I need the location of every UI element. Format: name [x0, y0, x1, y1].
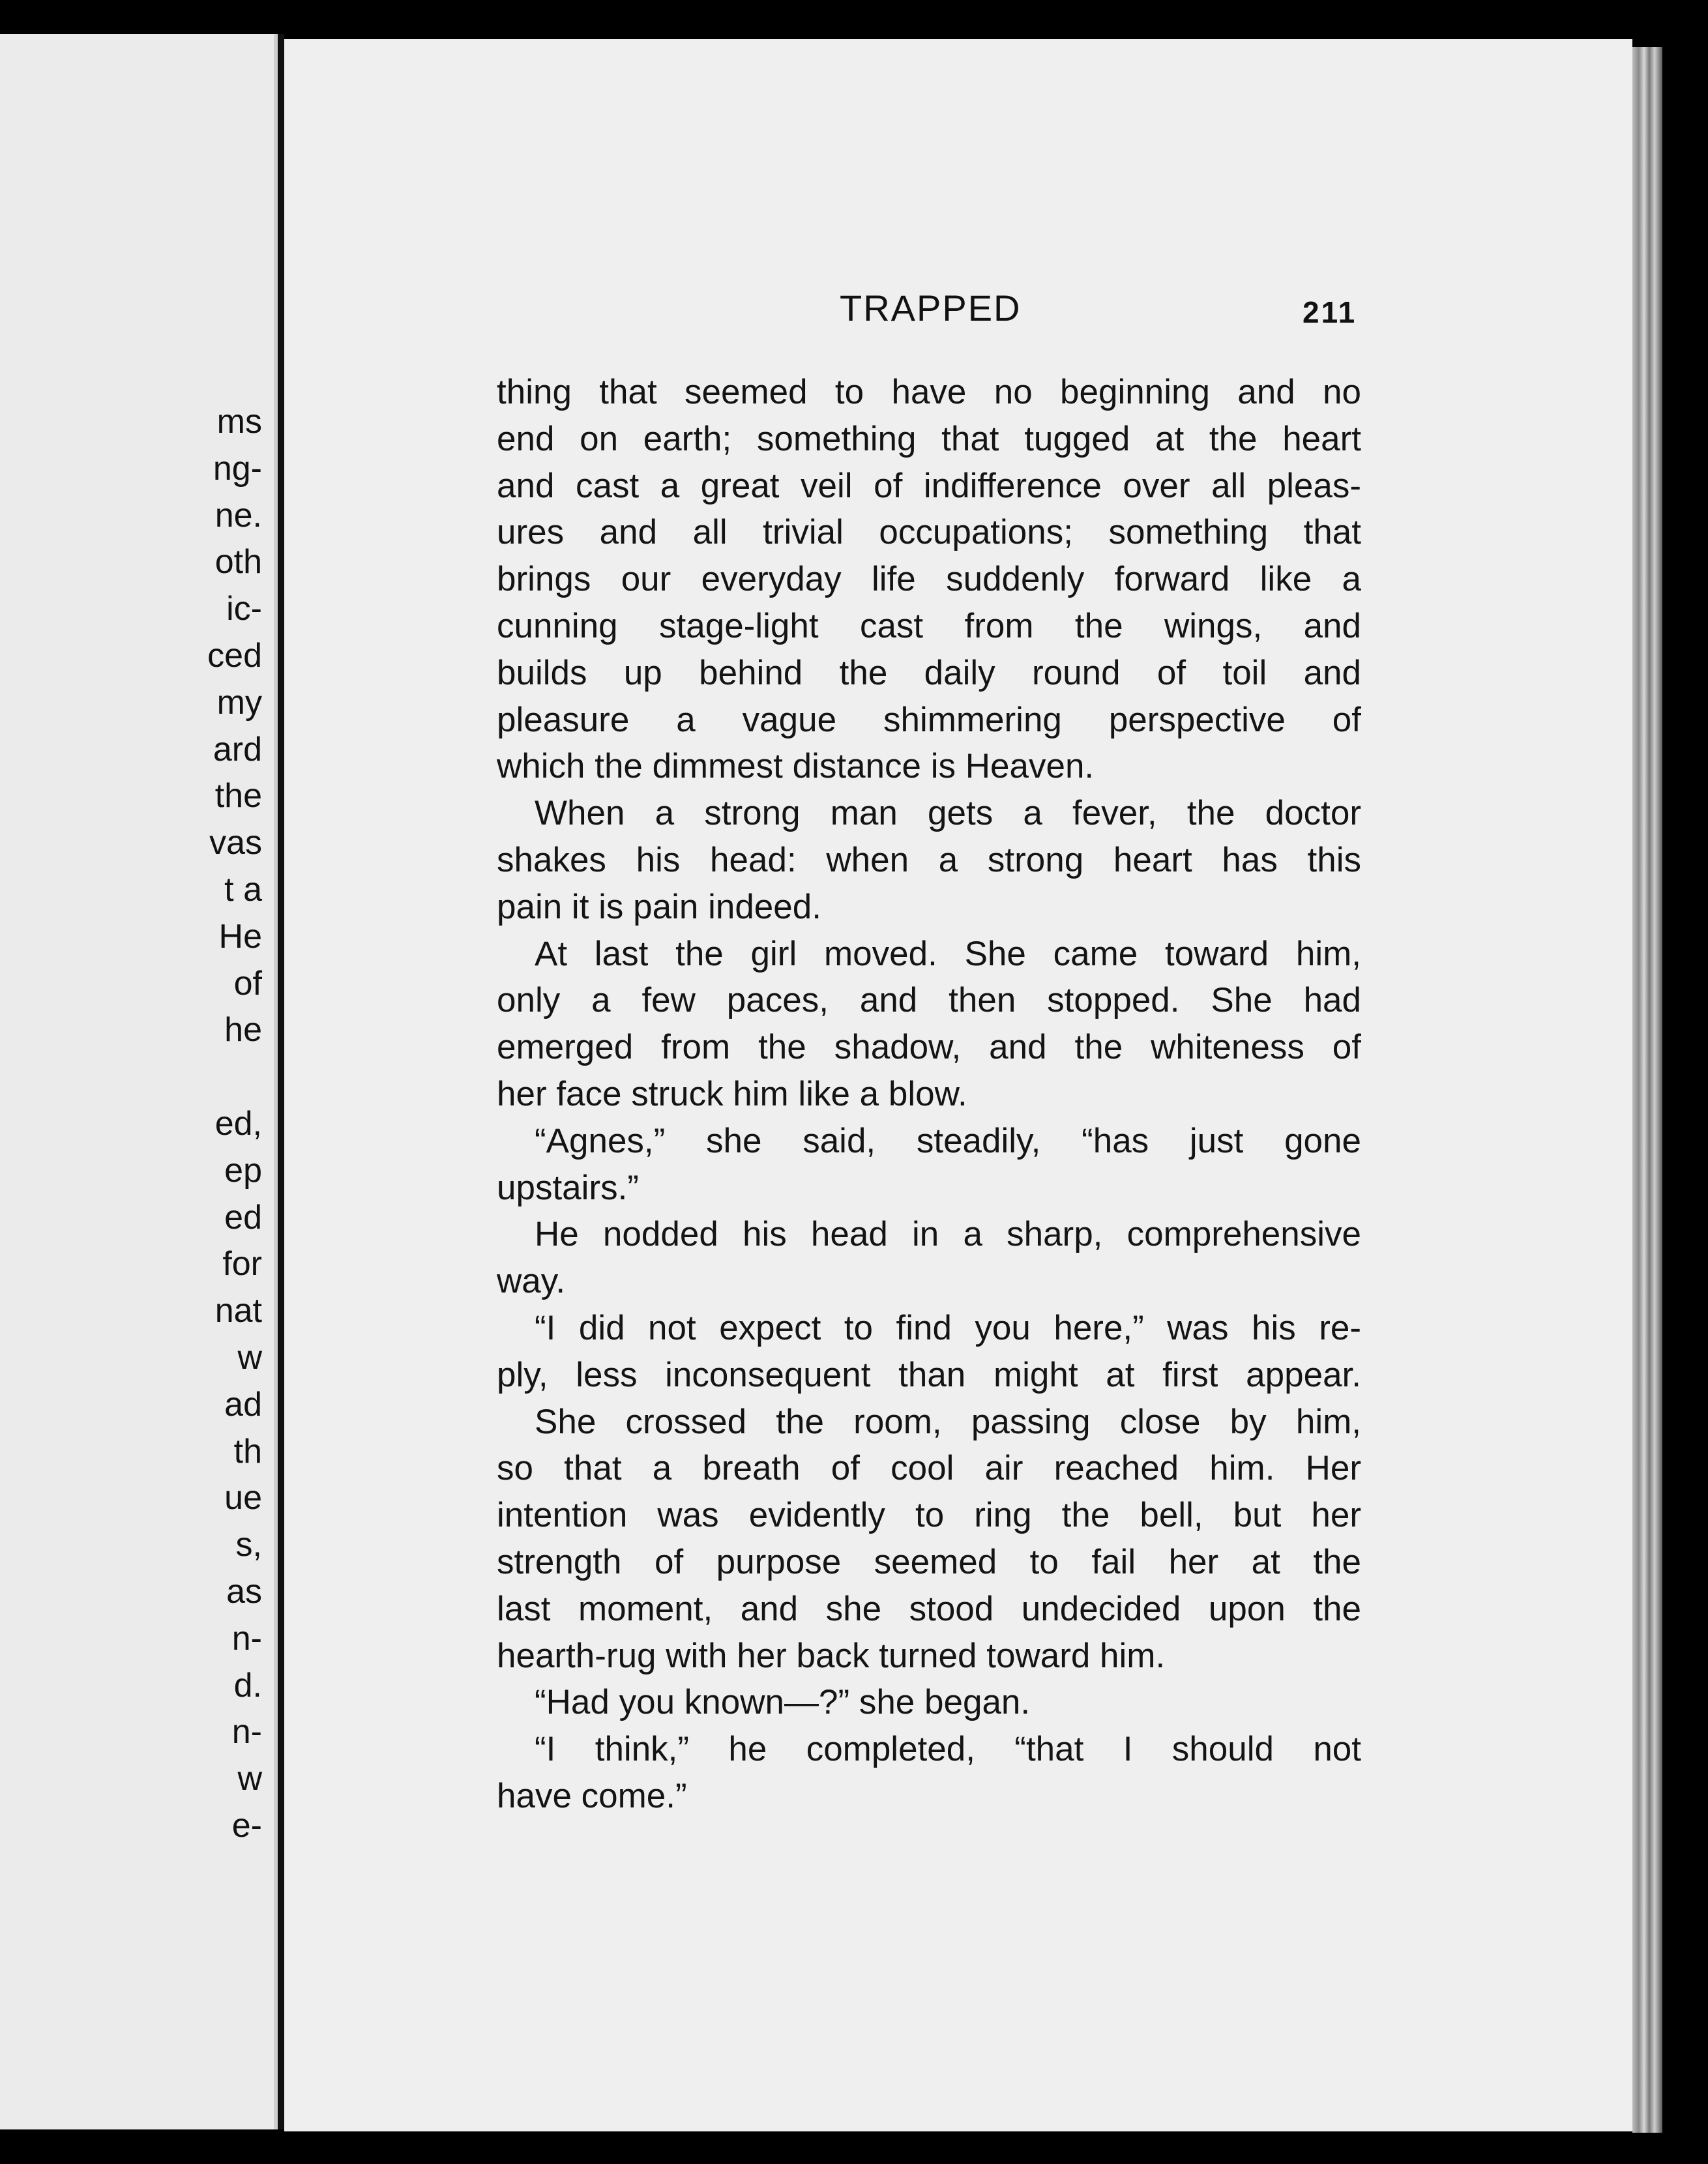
left-line: He [218, 917, 262, 956]
left-line: ad [224, 1385, 262, 1424]
left-line: ard [213, 730, 262, 768]
text-line: At last the girl moved. She came toward him, [535, 934, 1361, 973]
left-line: th [233, 1432, 262, 1470]
text-line: ply, less inconsequent than might at first appear. [497, 1355, 1361, 1394]
left-line: ne. [214, 496, 262, 534]
left-line: t a [224, 870, 262, 909]
text-line: “I think,” he completed, “that I should not [535, 1730, 1361, 1769]
left-line: he [224, 1011, 262, 1049]
left-page-text [132, 399, 262, 1850]
text-line: only a few paces, and then stopped. She had [497, 981, 1361, 1020]
text-line: He nodded his head in a sharp, comprehensive [535, 1215, 1361, 1254]
left-line: n- [231, 1713, 262, 1751]
text-line: have come.” [497, 1776, 687, 1815]
page-edge [1632, 47, 1662, 2133]
text-line: When a strong man gets a fever, the doctor [535, 794, 1361, 833]
book-gutter [278, 34, 284, 2129]
text-line: which the dimmest distance is Heaven. [497, 747, 1095, 786]
body-text [497, 369, 1361, 1820]
text-line: brings our everyday life suddenly forward like a [497, 560, 1361, 599]
left-line: w [237, 1338, 262, 1377]
left-line: as [226, 1572, 262, 1611]
text-line: intention was evidently to ring the bell, but her [497, 1496, 1361, 1535]
text-line: her face struck him like a blow. [497, 1074, 967, 1113]
text-line: pain it is pain indeed. [497, 887, 821, 926]
left-line: ced [207, 636, 262, 675]
left-line: ng- [213, 449, 262, 488]
left-line: for [222, 1245, 262, 1283]
text-line: builds up behind the daily round of toil and [497, 653, 1361, 692]
text-line: ures and all trivial occupations; something that [497, 513, 1361, 552]
left-line: ue [224, 1479, 262, 1517]
text-line: upstairs.” [497, 1168, 639, 1207]
left-line: oth [214, 543, 262, 581]
text-line: and cast a great veil of indifference over all pleas- [497, 466, 1361, 505]
text-line: She crossed the room, passing close by him, [535, 1402, 1361, 1441]
page-number: 211 [1303, 295, 1357, 329]
left-line: of [233, 964, 262, 1002]
text-line: thing that seemed to have no beginning and no [497, 373, 1361, 411]
text-line: shakes his head: when a strong heart has this [497, 840, 1361, 879]
left-line: e- [231, 1806, 262, 1845]
text-line: hearth-rug with her back turned toward him. [497, 1636, 1166, 1675]
left-line: n- [231, 1619, 262, 1658]
running-head: TRAPPED [840, 287, 1022, 329]
left-line: d. [233, 1666, 262, 1704]
text-line: cunning stage-light cast from the wings, and [497, 606, 1361, 645]
left-line: ic- [226, 590, 262, 628]
left-line: w [237, 1760, 262, 1798]
text-line: “Had you known—?” she began. [535, 1683, 1031, 1722]
text-line: pleasure a vague shimmering perspective of [497, 700, 1361, 739]
left-line: s, [235, 1526, 262, 1564]
text-line: “I did not expect to find you here,” was his re- [535, 1308, 1361, 1347]
left-line [132, 1054, 262, 1101]
left-line: my [216, 683, 262, 722]
text-line: end on earth; something that tugged at the heart [497, 419, 1361, 458]
text-line: way. [497, 1262, 566, 1301]
text-line: strength of purpose seemed to fail her at the [497, 1542, 1361, 1581]
left-line: ep [224, 1151, 262, 1190]
left-line: nat [214, 1292, 262, 1330]
text-line: “Agnes,” she said, steadily, “has just gone [535, 1121, 1361, 1160]
left-page [0, 34, 278, 2129]
text-line: last moment, and she stood undecided upon the [497, 1589, 1361, 1628]
left-line: ed, [214, 1104, 262, 1143]
left-line: the [214, 777, 262, 815]
text-line: emerged from the shadow, and the whiteness of [497, 1028, 1361, 1067]
text-line: so that a breath of cool air reached him. Her [497, 1449, 1361, 1488]
left-line: ms [216, 403, 262, 441]
left-line: ed [224, 1198, 262, 1236]
left-line: vas [209, 824, 262, 862]
